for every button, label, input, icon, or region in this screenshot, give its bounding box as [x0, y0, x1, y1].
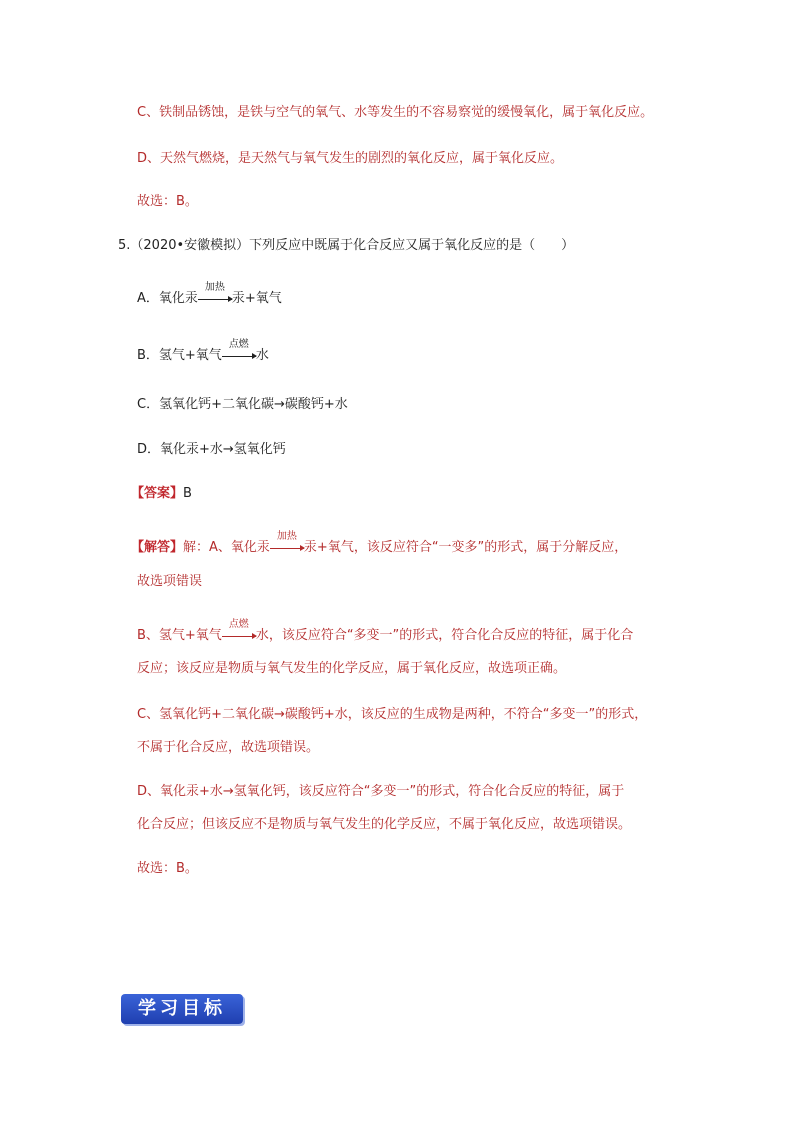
solution-b-line2: 反应；该反应是物质与氧气发生的化学反应，属于氧化反应，故选项正确。 — [137, 661, 567, 676]
reaction-arrow — [222, 619, 256, 645]
solution-conclusion: 故选：B。 — [137, 861, 198, 876]
answer — [131, 485, 192, 503]
solution-a-line2: 故选项错误 — [137, 574, 203, 589]
option-d: D．氧化汞+水→氢氧化钙 — [137, 442, 286, 457]
reaction-arrow — [270, 531, 304, 557]
solution-a-text: 汞+氧气，该反应符合“一变多”的形式，属于分解反应， — [303, 540, 628, 555]
option-b-product: 水 — [255, 348, 269, 363]
solution-label: 【解答】 — [131, 540, 184, 555]
answer-label: 【答案】 — [131, 486, 184, 501]
explanation-option-c: C、铁制品锈蚀，是铁与空气的氧气、水等发生的不容易察觉的缓慢氧化，属于氧化反应。 — [137, 105, 654, 120]
reaction-condition: 加热 — [204, 282, 225, 293]
question-5: 5.（2020•安徽模拟）下列反应中既属于化合反应又属于氧化反应的是（ ） — [118, 238, 575, 253]
reaction-condition: 加热 — [276, 531, 297, 542]
solution-c-line1: C、氢氧化钙+二氧化碳→碳酸钙+水，该反应的生成物是两种，不符合“多变一”的形式， — [137, 707, 648, 722]
option-b-reactant: B．氢气+氧气 — [137, 348, 222, 363]
explanation-option-d: D、天然气燃烧，是天然气与氧气发生的剧烈的氧化反应，属于氧化反应。 — [137, 151, 564, 166]
reaction-arrow — [222, 339, 256, 365]
option-b — [137, 339, 269, 365]
section-badge: 学习目标 — [121, 994, 243, 1024]
conclusion-text: 故选：B。 — [137, 194, 198, 209]
solution-d-line2: 化合反应；但该反应不是物质与氧气发生的化学反应，不属于氧化反应，故选项错误。 — [137, 817, 632, 832]
reaction-condition: 点燃 — [228, 619, 249, 630]
solution-b-text: 水，该反应符合“多变一”的形式，符合化合反应的特征，属于化合 — [255, 628, 634, 643]
solution-d-line1: D、氧化汞+水→氢氧化钙，该反应符合“多变一”的形式，符合化合反应的特征，属于 — [137, 784, 625, 799]
solution-b-reactant: B、氢气+氧气 — [137, 628, 222, 643]
reaction-condition: 点燃 — [228, 339, 249, 350]
solution-c-line2: 不属于化合反应，故选项错误。 — [137, 740, 320, 755]
solution-b — [137, 619, 634, 645]
option-a-product: 汞+氧气 — [231, 291, 282, 306]
reaction-arrow — [198, 282, 232, 308]
solution-a-reactant: 解：A、氧化汞 — [183, 540, 270, 555]
solution-a — [131, 531, 628, 557]
answer-value: B — [183, 486, 192, 501]
option-c: C．氢氧化钙+二氧化碳→碳酸钙+水 — [137, 397, 348, 412]
option-a-reactant: A．氧化汞 — [137, 291, 198, 306]
option-a — [137, 282, 282, 308]
